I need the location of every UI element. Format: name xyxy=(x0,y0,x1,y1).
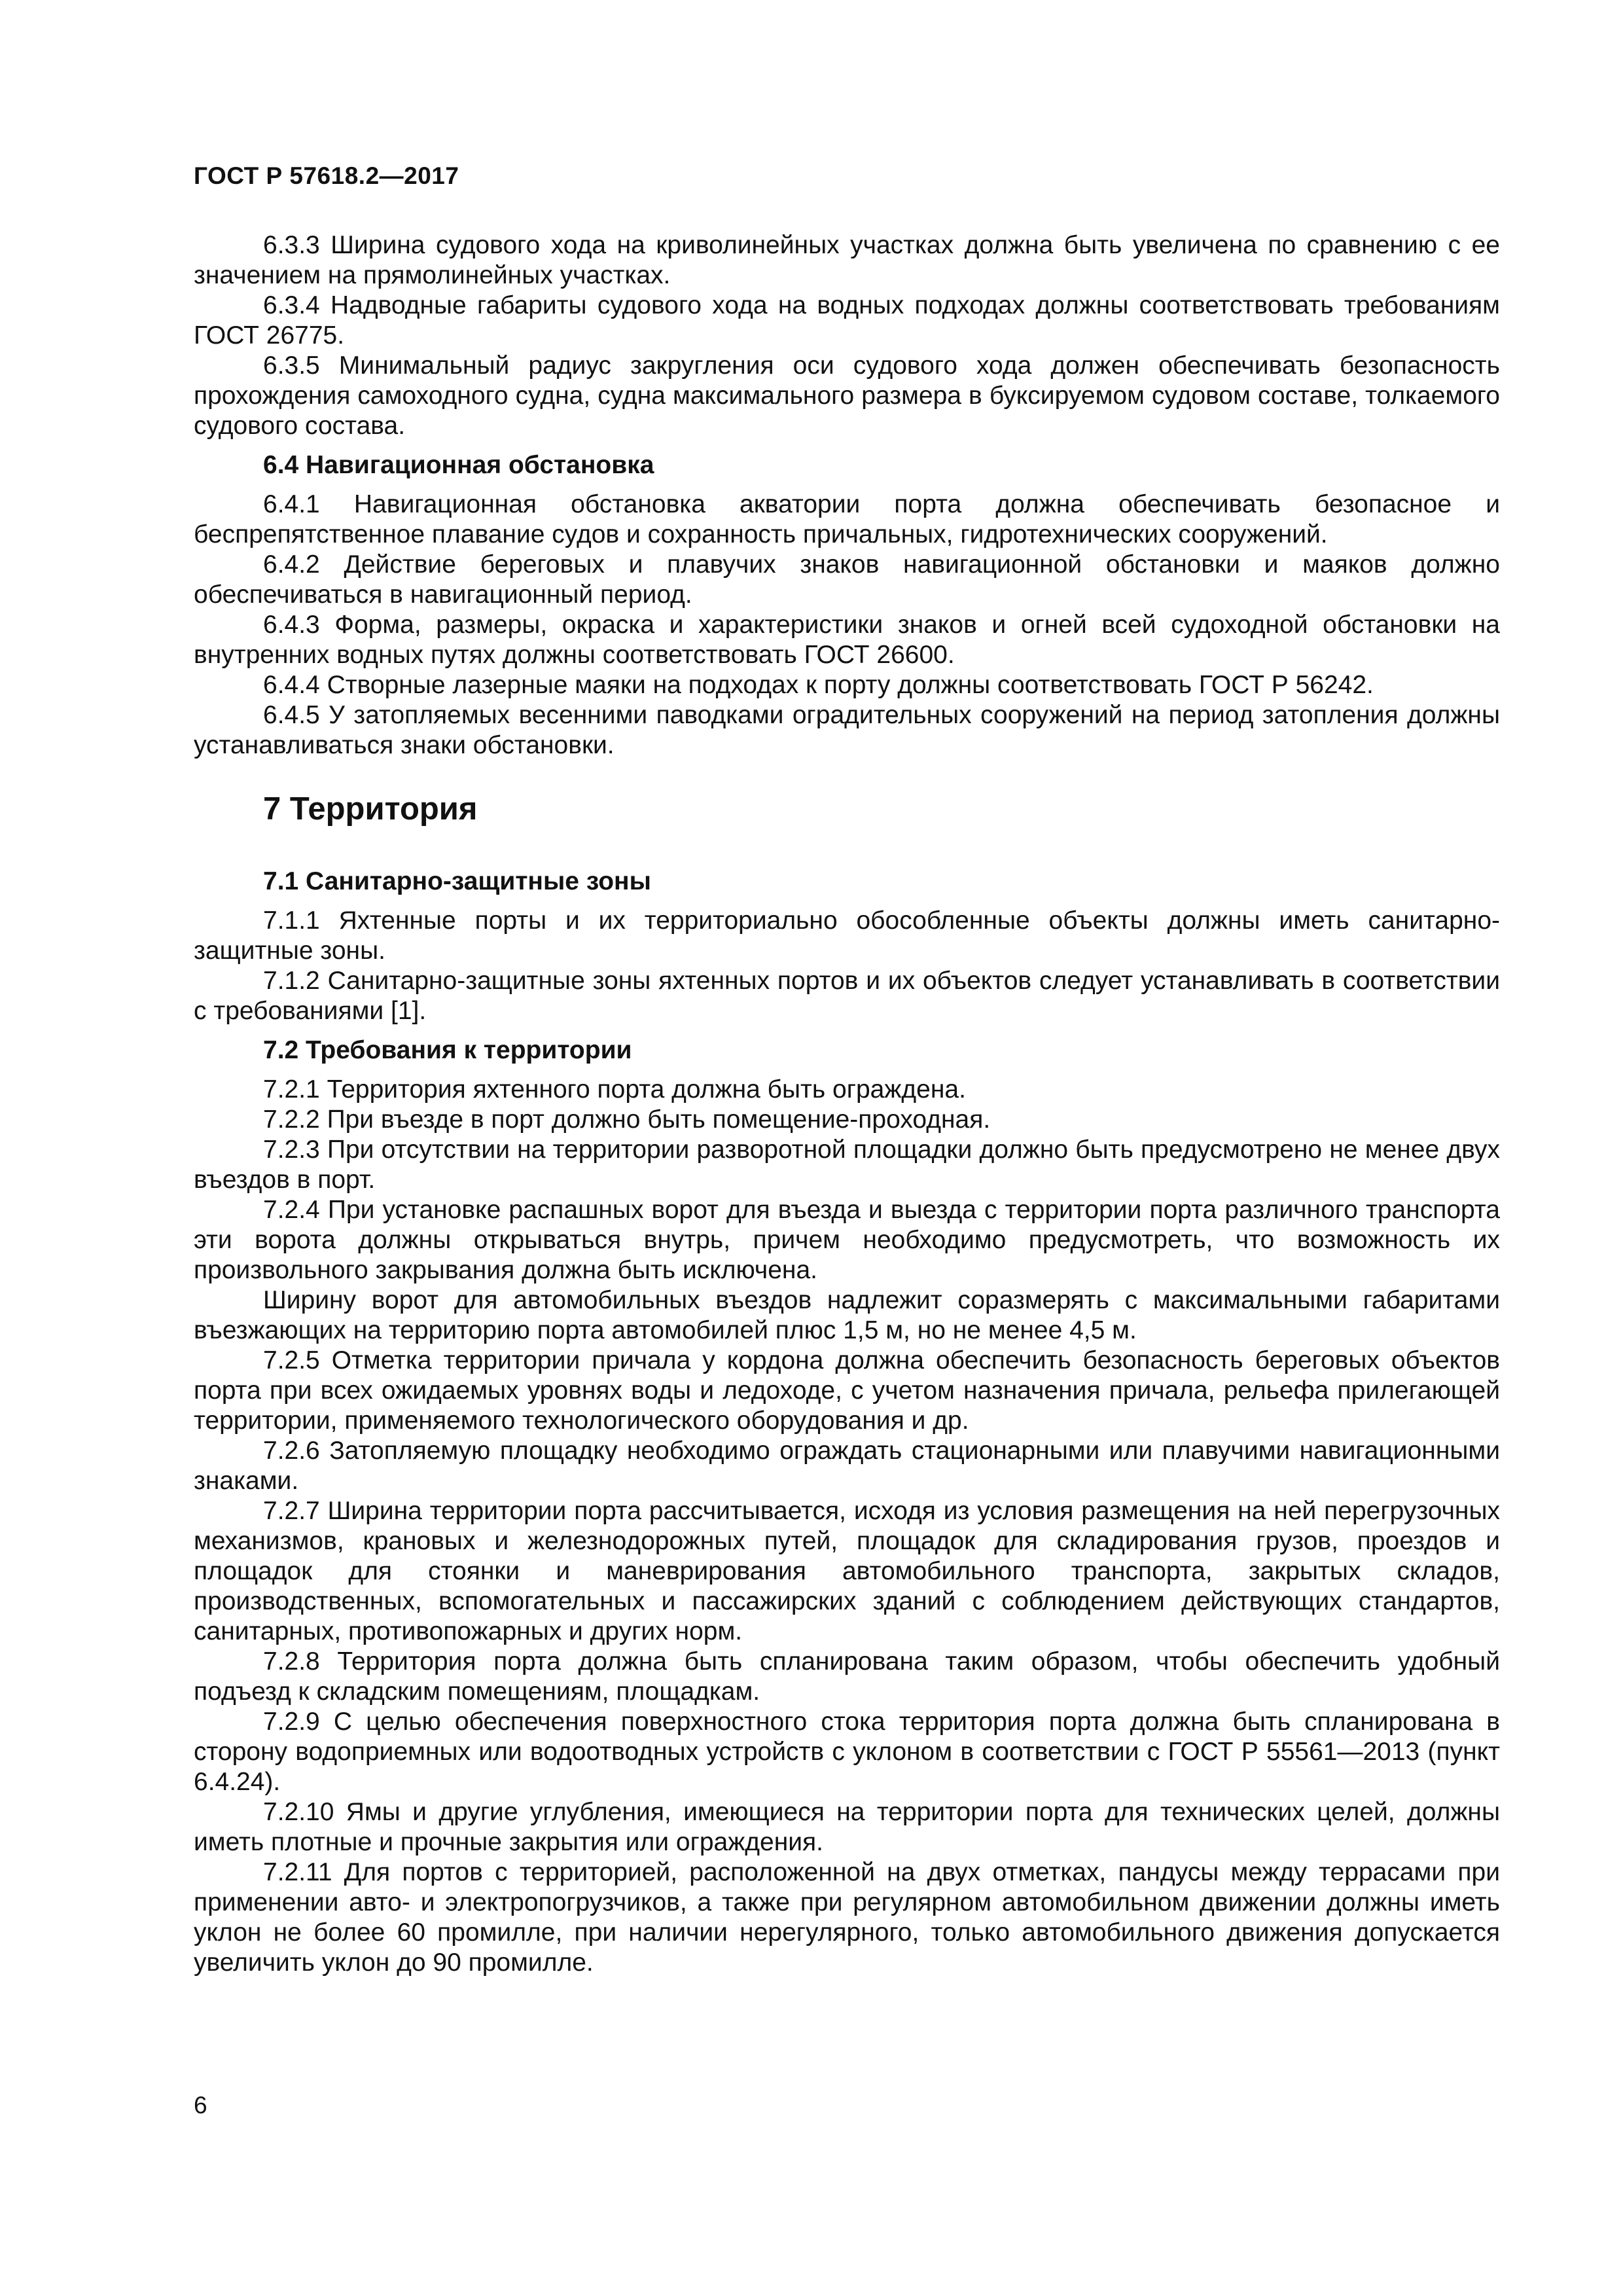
subsection-heading: 6.4 Навигационная обстановка xyxy=(263,451,654,479)
paragraph: 7.2.11 Для портов с территорией, расположенной на двух отметках, пандусы между террасами при применении авто- и электропогрузчиков, а также при регулярном автомобильном движении должны иметь уклон не более 60 промилле, при наличии нерегулярного, только автомобильного движения допускается увеличить уклон до 90 промилле. xyxy=(194,1858,1500,1977)
paragraph: 7.2.7 Ширина территории порта рассчитывается, исходя из условия размещения на ней перегрузочных механизмов, крановых и железнодорожных путей, площадок для складирования грузов, проездов и площадок для стоянки и маневрирования автомобильного транспорта, закрытых складов, производственных, вспомогательных и пассажирских зданий с соблюдением действующих стандартов, санитарных, противопожарных и других норм. xyxy=(194,1497,1500,1645)
paragraph: 6.3.3 Ширина судового хода на криволинейных участках должна быть увеличена по сравнению с ее значением на прямолинейных участках. xyxy=(194,231,1500,289)
paragraph: 7.2.1 Территория яхтенного порта должна быть ограждена. xyxy=(263,1075,966,1103)
paragraph: Ширину ворот для автомобильных въездов надлежит соразмерять с максимальными габаритами въезжающих на территорию порта автомобилей плюс 1,5 м, но не менее 4,5 м. xyxy=(194,1286,1500,1344)
paragraph: 6.3.4 Надводные габариты судового хода на водных подходах должны соответствовать требованиям ГОСТ 26775. xyxy=(194,291,1500,350)
document-header: ГОСТ Р 57618.2—2017 xyxy=(194,162,459,189)
paragraph: 6.4.1 Навигационная обстановка акватории порта должна обеспечивать безопасное и беспрепятственное плавание судов и сохранность причальных, гидротехнических сооружений. xyxy=(194,490,1500,548)
paragraph: 7.1.2 Санитарно-защитные зоны яхтенных портов и их объектов следует устанавливать в соответствии с требованиями [1]. xyxy=(194,967,1500,1025)
paragraph: 6.4.5 У затопляемых весенними паводками оградительных сооружений на период затопления должны устанавливаться знаки обстановки. xyxy=(194,701,1500,759)
paragraph: 7.2.3 При отсутствии на территории разворотной площадки должно быть предусмотрено не менее двух въездов в порт. xyxy=(194,1136,1500,1194)
paragraph: 6.4.3 Форма, размеры, окраска и характеристики знаков и огней всей судоходной обстановки на внутренних водных путях должны соответствовать ГОСТ 26600. xyxy=(194,611,1500,669)
paragraph: 6.4.4 Створные лазерные маяки на подходах к порту должны соответствовать ГОСТ Р 56242. xyxy=(263,671,1374,699)
paragraph: 7.2.8 Территория порта должна быть спланирована таким образом, чтобы обеспечить удобный подъезд к складским помещениям, площадкам. xyxy=(194,1647,1500,1706)
paragraph: 7.2.6 Затопляемую площадку необходимо ограждать стационарными или плавучими навигационными знаками. xyxy=(194,1437,1500,1495)
section-heading: 7 Территория xyxy=(263,791,478,827)
paragraph: 7.2.9 С целью обеспечения поверхностного стока территория порта должна быть спланирована в сторону водоприемных или водоотводных устройств с уклоном в соответствии с ГОСТ Р 55561—2013 (пункт 6.4.24). xyxy=(194,1708,1500,1796)
paragraph: 6.3.5 Минимальный радиус закругления оси судового хода должен обеспечивать безопасность прохождения самоходного судна, судна максимального размера в буксируемом судовом составе, толкаемого судового состава. xyxy=(194,351,1500,440)
paragraph: 7.2.2 При въезде в порт должно быть помещение-проходная. xyxy=(263,1105,991,1134)
subsection-heading: 7.2 Требования к территории xyxy=(263,1036,632,1064)
paragraph: 7.1.1 Яхтенные порты и их территориально обособленные объекты должны иметь санитарно-защитные зоны. xyxy=(194,906,1500,965)
paragraph: 7.2.4 При установке распашных ворот для въезда и выезда с территории порта различного транспорта эти ворота должны открываться внутрь, причем необходимо предусмотреть, что возможность их произвольного закрывания должна быть исключена. xyxy=(194,1196,1500,1284)
subsection-heading: 7.1 Санитарно-защитные зоны xyxy=(263,867,651,895)
paragraph: 7.2.5 Отметка территории причала у кордона должна обеспечить безопасность береговых объектов порта при всех ожидаемых уровнях воды и ледоходе, с учетом назначения причала, рельефа прилегающей территории, применяемого технологического оборудования и др. xyxy=(194,1346,1500,1435)
document-body xyxy=(194,230,1500,1978)
paragraph: 7.2.10 Ямы и другие углубления, имеющиеся на территории порта для технических целей, должны иметь плотные и прочные закрытия или ограждения. xyxy=(194,1798,1500,1856)
paragraph: 6.4.2 Действие береговых и плавучих знаков навигационной обстановки и маяков должно обеспечиваться в навигационный период. xyxy=(194,550,1500,609)
page-number: 6 xyxy=(194,2092,207,2119)
